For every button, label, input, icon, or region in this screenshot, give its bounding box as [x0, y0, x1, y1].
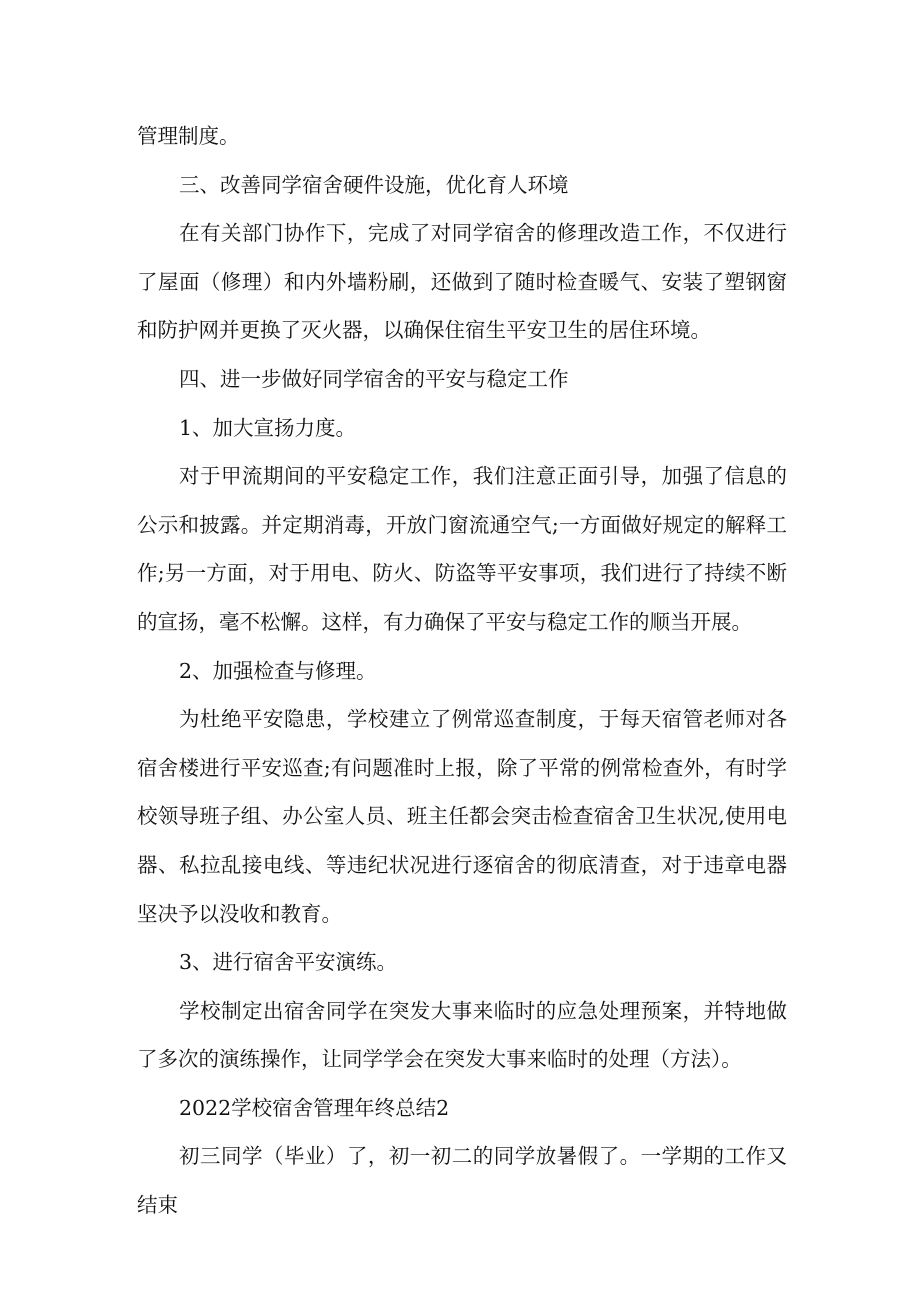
- section-heading-4: 四、进一步做好同学宿舍的平安与稳定工作: [179, 366, 569, 391]
- document-title-2: 2022学校宿舍管理年终总结2: [179, 1095, 450, 1120]
- subheading-1: 1、加大宣扬力度。: [179, 415, 357, 440]
- paragraph-6: 对于甲流期间的平安稳定工作，我们注意正面引导，加强了信息的公示和披露。并定期消毒，开放门窗流通空气;一方面做好规定的解释工作;另一方面，对于用电、防火、防盗等平安事项，我们进行了持续不断的宣扬，毫不松懈。这样，有力确保了平安与稳定工作的顺当开展。: [137, 464, 787, 634]
- paragraph-12: 初三同学（毕业）了，初一初二的同学放暑假了。一学期的工作又结束: [137, 1144, 787, 1218]
- subheading-3: 3、进行宿舍平安演练。: [179, 950, 398, 975]
- paragraph-1: 管理制度。: [137, 124, 240, 148]
- document-body: [137, 112, 787, 1230]
- paragraph-3: 在有关部门协作下，完成了对同学宿舍的修理改造工作，不仅进行了屋面（修理）和内外墙粉刷，还做到了随时检查暖气、安装了塑钢窗和防护网并更换了灭火器，以确保住宿生平安卫生的居住环境。: [137, 221, 787, 343]
- paragraph-10: 学校制定出宿舍同学在突发大事来临时的应急处理预案，并特地做了多次的演练操作，让同学学会在突发大事来临时的处理（方法）。: [137, 998, 787, 1072]
- subheading-2: 2、加强检查与修理。: [179, 658, 377, 683]
- paragraph-8: 为杜绝平安隐患，学校建立了例常巡查制度，于每天宿管老师对各宿舍楼进行平安巡查;有问题准时上报，除了平常的例常检查外，有时学校领导班子组、办公室人员、班主任都会突击检查宿舍卫生状况,使用电器、私拉乱接电线、等违纪状况进行逐宿舍的彻底清查，对于违章电器坚决予以没收和教育。: [137, 707, 787, 926]
- section-heading-3: 三、改善同学宿舍硬件设施，优化育人环境: [179, 172, 569, 197]
